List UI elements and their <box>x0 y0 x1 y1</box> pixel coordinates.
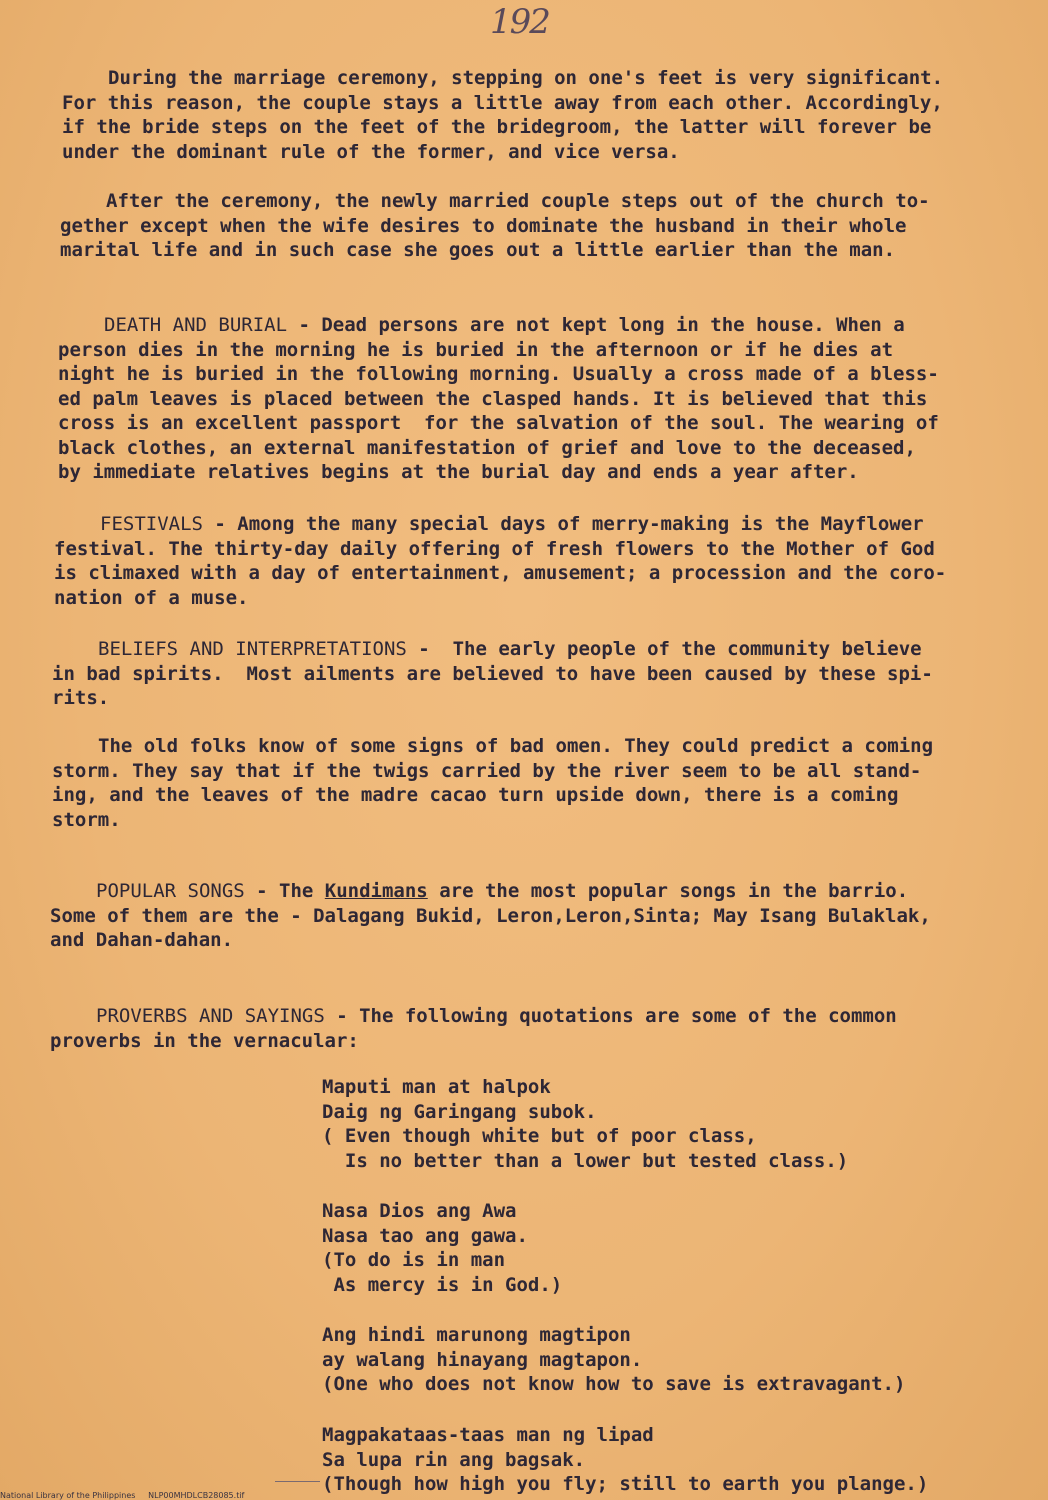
text-line: is climaxed with a day of entertainment, amusement; a procession and the coro- <box>54 562 947 584</box>
proverb-line: ay walang hinayang magtapon. <box>322 1348 643 1371</box>
proverb-line: Nasa tao ang gawa. <box>322 1224 528 1247</box>
proverb-line: Maputi man at halpok <box>322 1076 551 1098</box>
text-line: DEATH AND BURIAL - Dead persons are not kept long in the house. When a <box>104 314 905 336</box>
marriage-paragraph-1 <box>62 66 943 164</box>
text-line: During the marriage ceremony, stepping on one's feet is very significant. <box>108 67 944 89</box>
death-burial-paragraph <box>58 313 939 485</box>
proverb-line: Magpakataas-taas man ng lipad <box>322 1424 654 1446</box>
section-heading-popular-songs: POPULAR SONGS <box>96 880 245 902</box>
text-line: rits. <box>52 687 110 709</box>
text-line: if the bride steps on the feet of the bridegroom, the latter will forever be <box>62 116 932 138</box>
text-line: night he is buried in the following morning. Usually a cross made of a bless- <box>58 363 939 385</box>
text-line: marital life and in such case she goes out a little earlier than the man. <box>60 239 896 261</box>
text-line: ing, and the leaves of the madre cacao turn upside down, there is a coming <box>52 784 899 806</box>
section-heading-death-burial: DEATH AND BURIAL <box>104 314 288 336</box>
proverb-line: Ang hindi marunong magtipon <box>322 1324 631 1346</box>
proverb-line: ( Even though white but of poor class, <box>322 1125 757 1147</box>
text-line: cross is an excellent passport for the salvation of the soul. The wearing of <box>58 412 939 434</box>
text-line: FESTIVALS - Among the many special days of merry-making is the Mayflower <box>100 513 924 535</box>
proverb-line: Nasa Dios ang Awa <box>322 1200 517 1222</box>
marriage-paragraph-2 <box>60 189 930 263</box>
text-line: After the ceremony, the newly married couple steps out of the church to- <box>106 190 930 212</box>
text-line: by immediate relatives begins at the burial day and ends a year after. <box>58 461 859 483</box>
text-line: BELIEFS AND INTERPRETATIONS - The early people of the community believe <box>98 638 922 660</box>
text-line: festival. The thirty-day daily offering of fresh flowers to the Mother of God <box>54 537 935 560</box>
proverb-line: (Though how high you fly; still to earth you plange.) <box>322 1473 929 1495</box>
text-line: The old folks know of some signs of bad omen. They could predict a coming <box>98 735 934 757</box>
proverb-line: Sa lupa rin ang bagsak. <box>322 1448 586 1471</box>
popular-songs-paragraph <box>50 879 931 953</box>
page-number: 192 <box>490 2 549 42</box>
text-line: black clothes, an external manifestation of grief and love to the deceased, <box>58 436 916 459</box>
text-line: in bad spirits. Most ailments are believed to have been caused by these spi- <box>52 662 933 685</box>
proverb-line: Is no better than a lower but tested class.) <box>322 1149 849 1172</box>
proverb-1 <box>322 1075 848 1173</box>
text-line: under the dominant rule of the former, and vice versa. <box>62 140 680 163</box>
archive-file-name: NLP00MHDLCB28085.tif <box>148 1491 245 1500</box>
proverb-line: Daig ng Garingang subok. <box>322 1100 597 1123</box>
footer-rule <box>275 1481 320 1482</box>
kundimans-underlined: Kundimans <box>324 880 428 902</box>
proverb-line: As mercy is in God.) <box>322 1273 563 1296</box>
beliefs-paragraph <box>52 637 933 711</box>
text-line: PROVERBS AND SAYINGS - The following quotations are some of the common <box>96 1005 897 1027</box>
text-line: storm. They say that if the twigs carried by the river seem to be all stand- <box>52 759 922 782</box>
text-line: POPULAR SONGS - The Kundimans are the most popular songs in the barrio. <box>96 880 909 902</box>
proverb-3 <box>322 1323 905 1397</box>
archive-name: National Library of the Philippines <box>0 1491 136 1500</box>
text-line: ed palm leaves is placed between the clasped hands. It is believed that this <box>58 387 928 410</box>
festivals-paragraph <box>54 512 946 610</box>
section-heading-festivals: FESTIVALS <box>100 513 203 535</box>
proverb-line: (One who does not know how to save is extravagant.) <box>322 1373 906 1395</box>
text-line: person dies in the morning he is buried in the afternoon or if he dies at <box>58 338 894 361</box>
section-heading-beliefs: BELIEFS AND INTERPRETATIONS <box>98 638 407 660</box>
text-line: and Dahan-dahan. <box>50 929 234 951</box>
archive-footer <box>0 1491 244 1500</box>
section-heading-proverbs: PROVERBS AND SAYINGS <box>96 1005 325 1027</box>
proverb-4 <box>322 1423 928 1497</box>
proverbs-intro-paragraph <box>50 1004 897 1053</box>
text-line: Some of them are the - Dalagang Bukid, Leron,Leron,Sinta; May Isang Bulaklak, <box>50 904 931 927</box>
text-line: For this reason, the couple stays a little away from each other. Accordingly, <box>62 91 943 114</box>
text-line: storm. <box>52 808 121 831</box>
text-line: proverbs in the vernacular: <box>50 1029 359 1052</box>
proverb-2 <box>322 1199 562 1297</box>
proverb-line: (To do is in man <box>322 1249 506 1271</box>
text-line: nation of a muse. <box>54 586 249 609</box>
omen-paragraph <box>52 734 933 832</box>
text-line: gether except when the wife desires to dominate the husband in their whole <box>60 214 907 237</box>
